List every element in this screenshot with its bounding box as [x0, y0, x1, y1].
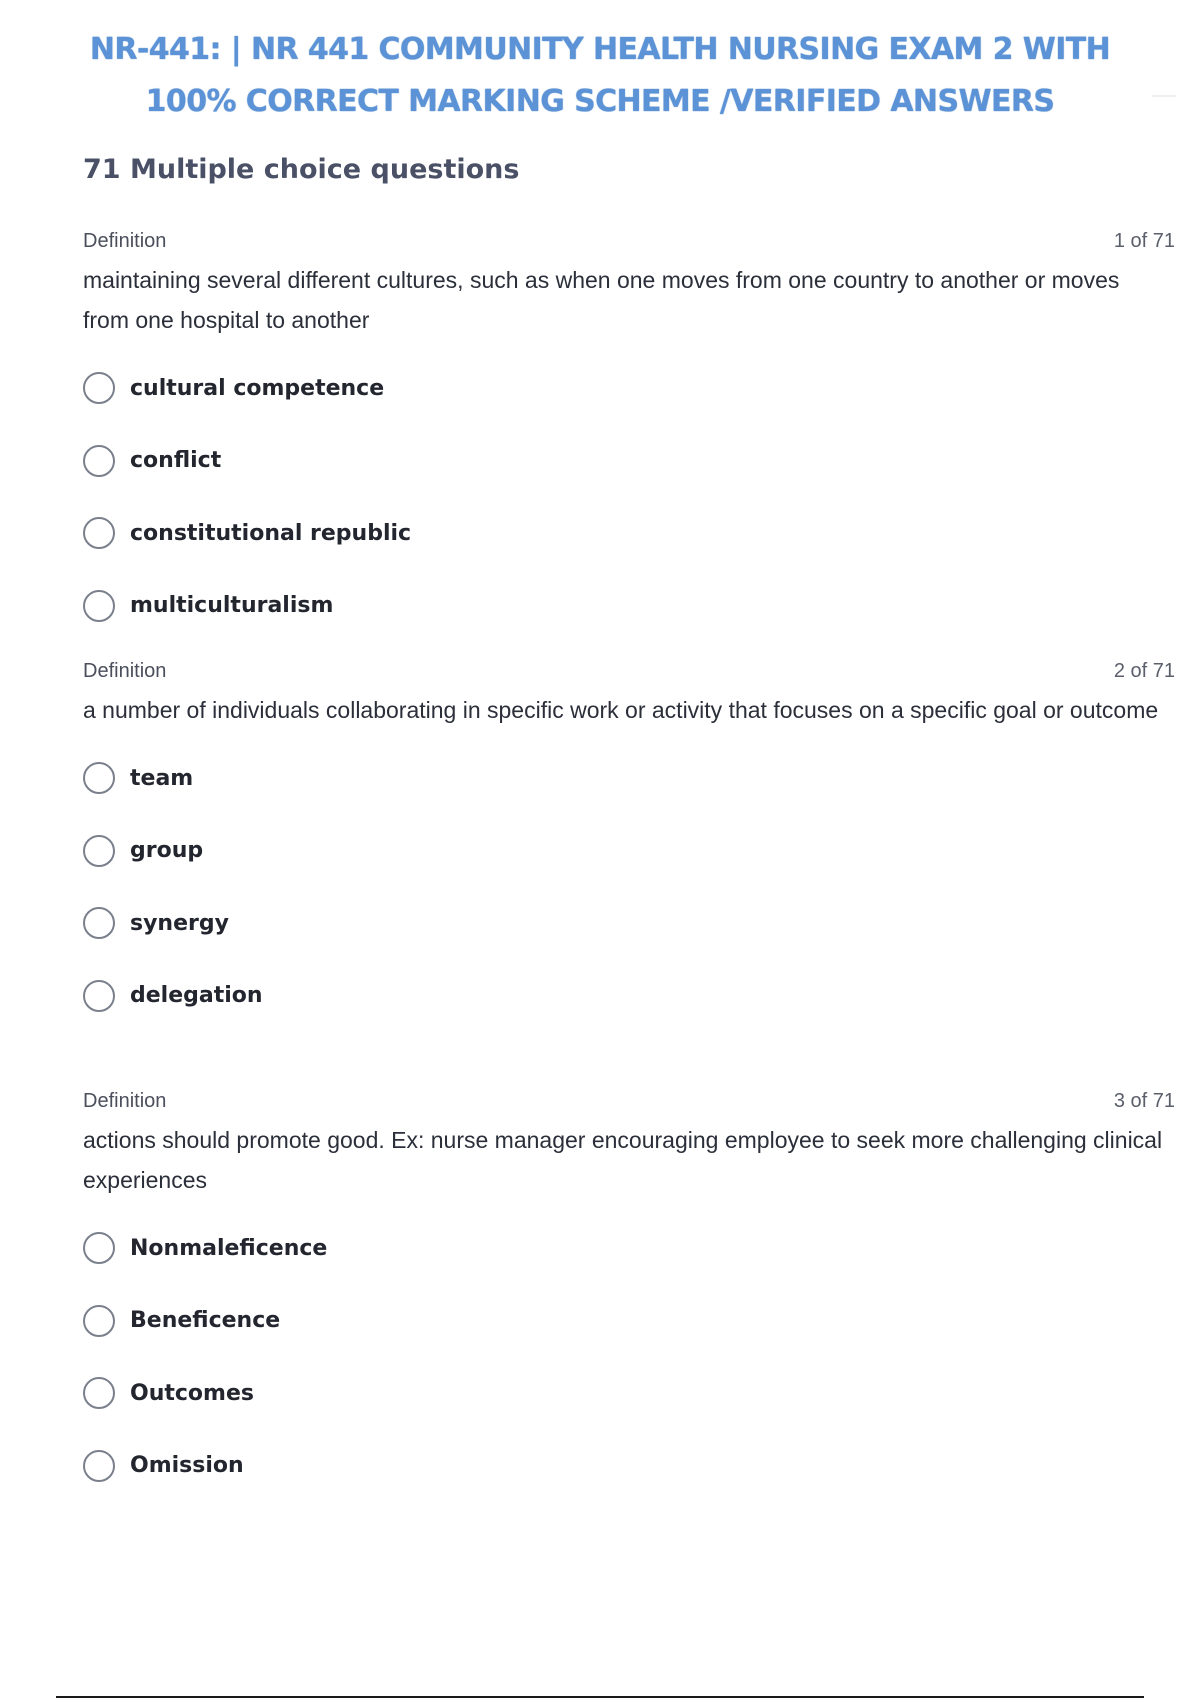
answer-option[interactable]	[83, 960, 1175, 1033]
radio-button-icon[interactable]	[83, 590, 115, 622]
decorative-dash	[1152, 95, 1176, 97]
answer-option-label: team	[130, 765, 194, 791]
answer-option-label: cultural competence	[130, 375, 385, 401]
answer-option[interactable]	[83, 887, 1175, 960]
radio-button-icon[interactable]	[83, 980, 115, 1012]
answer-option-label: delegation	[130, 983, 263, 1009]
question-counter: 1 of 71	[1113, 230, 1175, 252]
answer-option[interactable]	[83, 570, 1175, 643]
radio-button-icon[interactable]	[83, 1232, 115, 1264]
answer-option[interactable]	[83, 1285, 1175, 1358]
footer-divider	[56, 1696, 1144, 1698]
section-heading: 71 Multiple choice questions	[83, 154, 520, 185]
question-type-label: Definition	[83, 1090, 167, 1112]
question-prompt: actions should promote good. Ex: nurse manager encouraging employee to seek more challenging clinical experiences	[83, 1127, 1163, 1193]
answer-options	[83, 742, 1175, 1032]
answer-option-label: Outcomes	[130, 1380, 254, 1406]
answer-option-label: synergy	[130, 910, 229, 936]
answer-option[interactable]	[83, 815, 1175, 888]
radio-button-icon[interactable]	[83, 1377, 115, 1409]
answer-option[interactable]	[83, 497, 1175, 570]
radio-button-icon[interactable]	[83, 372, 115, 404]
answer-option[interactable]	[83, 742, 1175, 815]
question-type-label: Definition	[83, 660, 167, 682]
answer-option-label: constitutional republic	[130, 520, 412, 546]
question-counter: 3 of 71	[1113, 1090, 1175, 1112]
question-meta	[83, 224, 1175, 258]
document-title-line-2: 100% CORRECT MARKING SCHEME /VERIFIED ANSWERS	[145, 84, 1055, 119]
answer-option[interactable]	[83, 1430, 1175, 1503]
radio-button-icon[interactable]	[83, 517, 115, 549]
answer-option-label: Beneficence	[130, 1308, 281, 1334]
answer-options	[83, 1212, 1175, 1502]
answer-option-label: multiculturalism	[130, 593, 334, 619]
question-meta	[83, 654, 1175, 688]
question-card-2	[83, 654, 1175, 1032]
question-card-3	[83, 1084, 1175, 1502]
radio-button-icon[interactable]	[83, 835, 115, 867]
question-prompt: a number of individuals collaborating in specific work or activity that focuses on a specific goal or outcome	[83, 697, 1159, 723]
radio-button-icon[interactable]	[83, 445, 115, 477]
answer-options	[83, 352, 1175, 642]
radio-button-icon[interactable]	[83, 762, 115, 794]
answer-option[interactable]	[83, 425, 1175, 498]
radio-button-icon[interactable]	[83, 907, 115, 939]
answer-option-label: Omission	[130, 1453, 244, 1479]
radio-button-icon[interactable]	[83, 1305, 115, 1337]
question-counter: 2 of 71	[1113, 660, 1175, 682]
radio-button-icon[interactable]	[83, 1450, 115, 1482]
question-prompt: maintaining several different cultures, such as when one moves from one country to another or moves from one hospital to another	[83, 267, 1120, 333]
answer-option-label: group	[130, 838, 204, 864]
answer-option[interactable]	[83, 1357, 1175, 1430]
question-type-label: Definition	[83, 230, 167, 252]
answer-option-label: conflict	[130, 448, 222, 474]
document-title-line-1: NR-441: | NR 441 COMMUNITY HEALTH NURSING EXAM 2 WITH	[89, 32, 1111, 67]
question-meta	[83, 1084, 1175, 1118]
answer-option[interactable]	[83, 352, 1175, 425]
answer-option[interactable]	[83, 1212, 1175, 1285]
answer-option-label: Nonmaleficence	[130, 1235, 328, 1261]
document-title	[30, 24, 1170, 128]
question-card-1	[83, 224, 1175, 642]
